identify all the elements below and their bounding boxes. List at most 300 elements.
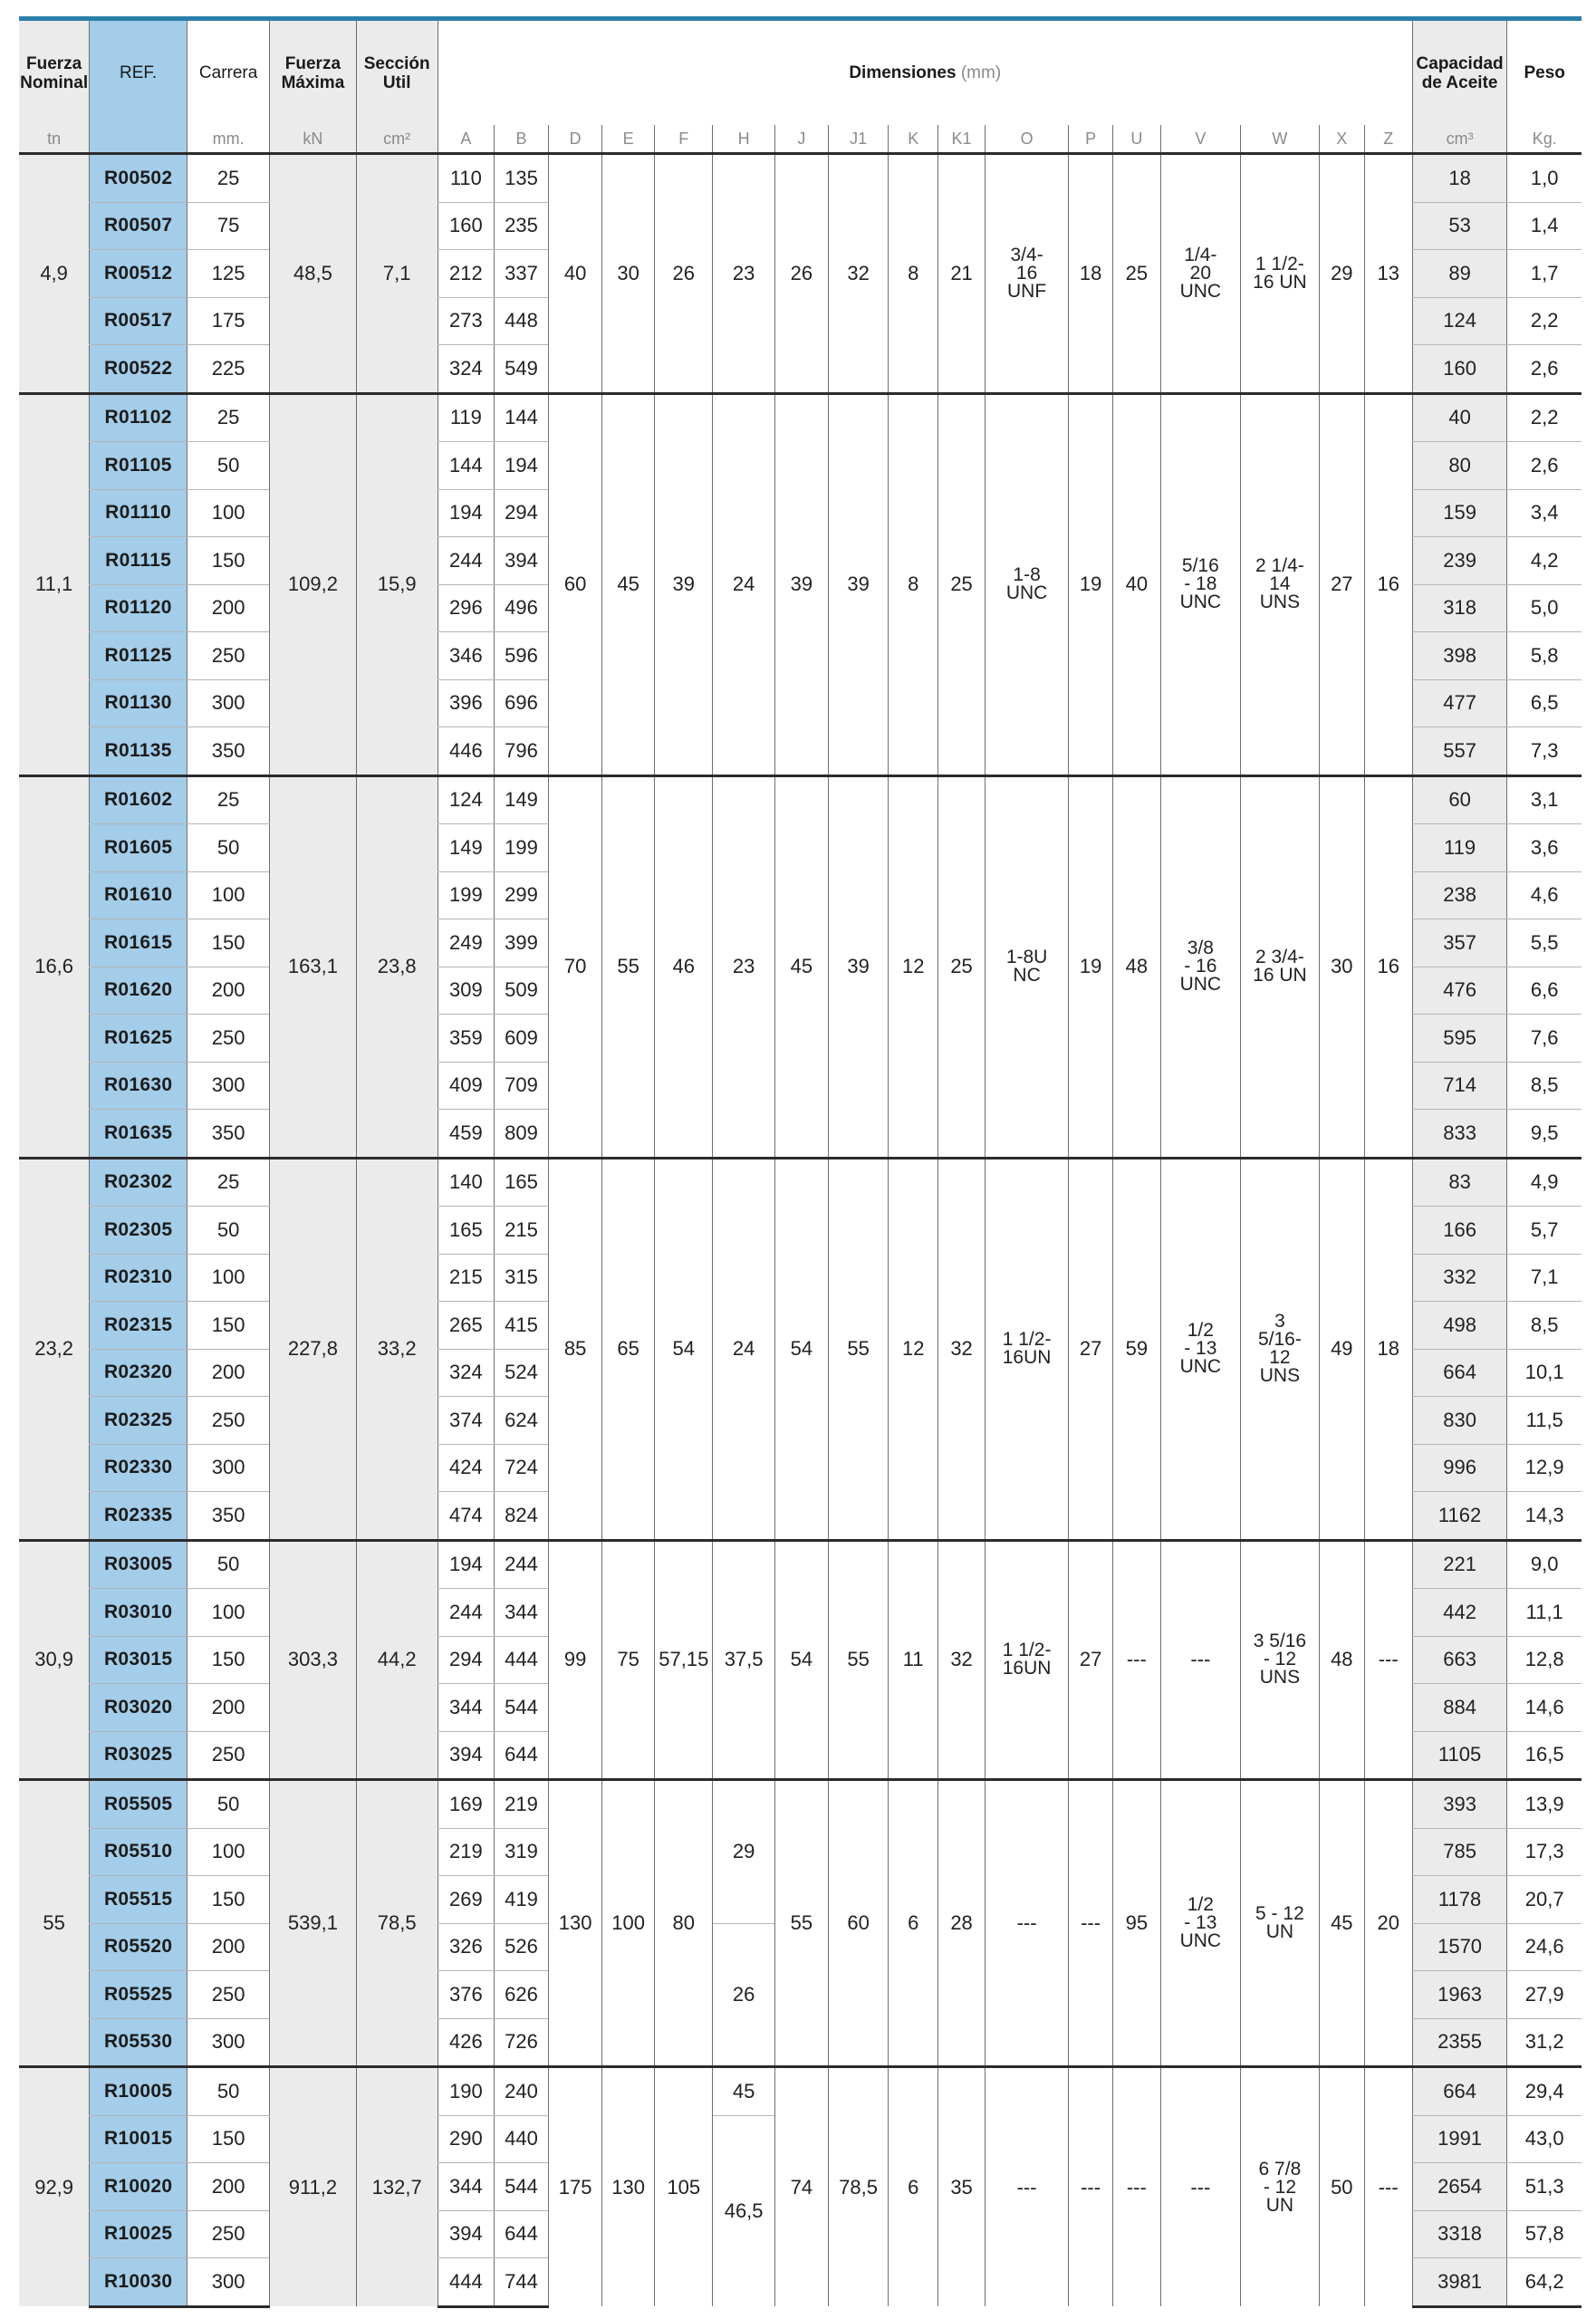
carrera-cell: 200 — [187, 1923, 270, 1971]
dim-header-z: Z — [1364, 125, 1412, 154]
ref-cell: R00502 — [90, 154, 187, 203]
dim-f-cell: 80 — [655, 1780, 713, 2067]
dim-b-cell: 609 — [494, 1015, 548, 1063]
carrera-cell: 150 — [187, 537, 270, 585]
peso-cell: 17,3 — [1507, 1828, 1582, 1876]
carrera-cell: 25 — [187, 154, 270, 203]
dim-b-cell: 496 — [494, 584, 548, 632]
dim-p-cell: 27 — [1069, 1158, 1113, 1540]
carrera-cell: 150 — [187, 2115, 270, 2163]
dim-a-cell: 190 — [437, 2067, 494, 2116]
ref-cell: R10025 — [90, 2210, 187, 2258]
dim-b-cell: 596 — [494, 632, 548, 680]
capacidad-cell: 830 — [1412, 1397, 1507, 1445]
dim-k1-cell: 21 — [938, 154, 985, 394]
dim-f-cell: 46 — [655, 775, 713, 1158]
unit-fuerza-maxima: kN — [270, 125, 356, 154]
dim-e-cell: 100 — [602, 1780, 655, 2067]
carrera-cell: 250 — [187, 1397, 270, 1445]
capacidad-cell: 124 — [1412, 297, 1507, 345]
carrera-cell: 300 — [187, 2018, 270, 2067]
dim-b-cell: 144 — [494, 393, 548, 442]
table-row — [19, 1158, 1582, 1207]
dim-j-cell: 55 — [774, 1780, 828, 2067]
ref-cell: R01115 — [90, 537, 187, 585]
dim-h-cell: 26 — [713, 1923, 774, 2067]
dim-k-cell: 6 — [889, 2067, 938, 2307]
dim-w-cell: 2 3/4- 16 UN — [1240, 775, 1319, 1158]
dim-b-cell: 319 — [494, 1828, 548, 1876]
dim-b-cell: 415 — [494, 1302, 548, 1350]
capacidad-cell: 557 — [1412, 727, 1507, 776]
unit-capacidad: cm³ — [1412, 125, 1507, 154]
ref-cell: R01620 — [90, 967, 187, 1015]
peso-cell: 9,5 — [1507, 1110, 1582, 1159]
dim-a-cell: 359 — [437, 1015, 494, 1063]
ref-cell: R03020 — [90, 1684, 187, 1732]
carrera-cell: 300 — [187, 1444, 270, 1492]
capacidad-cell: 160 — [1412, 345, 1507, 394]
peso-cell: 5,0 — [1507, 584, 1582, 632]
dim-a-cell: 374 — [437, 1397, 494, 1445]
dim-k1-cell: 25 — [938, 393, 985, 775]
dim-b-cell: 744 — [494, 2258, 548, 2307]
ref-cell: R05530 — [90, 2018, 187, 2067]
ref-cell: R05510 — [90, 1828, 187, 1876]
dim-o-cell: 1-8 UNC — [985, 393, 1068, 775]
capacidad-cell: 159 — [1412, 489, 1507, 537]
peso-cell: 7,1 — [1507, 1254, 1582, 1302]
carrera-cell: 50 — [187, 1207, 270, 1255]
dim-b-cell: 626 — [494, 1971, 548, 2019]
dim-j-cell: 54 — [774, 1158, 828, 1540]
capacidad-cell: 1991 — [1412, 2115, 1507, 2163]
carrera-cell: 150 — [187, 1876, 270, 1924]
peso-cell: 8,5 — [1507, 1062, 1582, 1110]
dim-x-cell: 29 — [1319, 154, 1364, 394]
table-row — [19, 1540, 1582, 1589]
dim-j1-cell: 39 — [828, 775, 888, 1158]
dim-w-cell: 3 5/16- 12 UNS — [1240, 1158, 1319, 1540]
dim-j1-cell: 55 — [828, 1158, 888, 1540]
peso-cell: 27,9 — [1507, 1971, 1582, 2019]
dim-j-cell: 45 — [774, 775, 828, 1158]
carrera-cell: 50 — [187, 824, 270, 872]
capacidad-cell: 1963 — [1412, 1971, 1507, 2019]
unit-peso: Kg. — [1507, 125, 1582, 154]
dim-h-cell: 29 — [713, 1780, 774, 1924]
dim-u-cell: 40 — [1112, 393, 1160, 775]
peso-cell: 2,2 — [1507, 393, 1582, 442]
carrera-cell: 300 — [187, 679, 270, 727]
dim-a-cell: 344 — [437, 1684, 494, 1732]
dim-a-cell: 324 — [437, 345, 494, 394]
dim-b-cell: 315 — [494, 1254, 548, 1302]
fuerza-nominal-cell: 23,2 — [19, 1158, 90, 1540]
carrera-cell: 350 — [187, 1492, 270, 1541]
dim-a-cell: 290 — [437, 2115, 494, 2163]
dim-header-u: U — [1112, 125, 1160, 154]
peso-cell: 20,7 — [1507, 1876, 1582, 1924]
peso-cell: 2,6 — [1507, 345, 1582, 394]
peso-cell: 16,5 — [1507, 1731, 1582, 1780]
dim-o-cell: 1 1/2- 16UN — [985, 1540, 1068, 1780]
dim-v-cell: 1/4- 20 UNC — [1160, 154, 1240, 394]
fuerza-nominal-cell: 11,1 — [19, 393, 90, 775]
capacidad-cell: 239 — [1412, 537, 1507, 585]
ref-cell: R01120 — [90, 584, 187, 632]
dim-a-cell: 309 — [437, 967, 494, 1015]
dim-b-cell: 219 — [494, 1780, 548, 1829]
capacidad-cell: 318 — [1412, 584, 1507, 632]
capacidad-cell: 663 — [1412, 1636, 1507, 1684]
dim-a-cell: 326 — [437, 1923, 494, 1971]
dim-header-k1: K1 — [938, 125, 985, 154]
capacidad-cell: 18 — [1412, 154, 1507, 203]
dim-b-cell: 337 — [494, 250, 548, 298]
capacidad-cell: 442 — [1412, 1589, 1507, 1637]
peso-cell: 12,9 — [1507, 1444, 1582, 1492]
ref-cell: R03015 — [90, 1636, 187, 1684]
ref-cell: R00522 — [90, 345, 187, 394]
unit-seccion-util: cm² — [356, 125, 437, 154]
carrera-cell: 125 — [187, 250, 270, 298]
ref-cell: R10030 — [90, 2258, 187, 2307]
table-row — [19, 775, 1582, 824]
dim-u-cell: 59 — [1112, 1158, 1160, 1540]
capacidad-cell: 60 — [1412, 775, 1507, 824]
dim-j-cell: 74 — [774, 2067, 828, 2307]
peso-cell: 29,4 — [1507, 2067, 1582, 2116]
dim-b-cell: 726 — [494, 2018, 548, 2067]
dim-u-cell: 95 — [1112, 1780, 1160, 2067]
dim-a-cell: 215 — [437, 1254, 494, 1302]
dim-e-cell: 45 — [602, 393, 655, 775]
ref-cell: R01105 — [90, 442, 187, 490]
capacidad-cell: 664 — [1412, 1349, 1507, 1397]
dim-a-cell: 140 — [437, 1158, 494, 1207]
units-row — [19, 125, 1582, 154]
capacidad-cell: 1162 — [1412, 1492, 1507, 1541]
table-row — [19, 1780, 1582, 1829]
unit-ref — [90, 125, 187, 154]
dim-x-cell: 48 — [1319, 1540, 1364, 1780]
dim-k-cell: 11 — [889, 1540, 938, 1780]
carrera-cell: 250 — [187, 2210, 270, 2258]
ref-cell: R03025 — [90, 1731, 187, 1780]
ref-cell: R01110 — [90, 489, 187, 537]
dim-header-x: X — [1319, 125, 1364, 154]
fuerza-maxima-cell: 109,2 — [270, 393, 356, 775]
dim-e-cell: 130 — [602, 2067, 655, 2307]
header-seccion-util: Sección Util — [356, 21, 437, 125]
carrera-cell: 200 — [187, 1349, 270, 1397]
dim-a-cell: 446 — [437, 727, 494, 776]
fuerza-nominal-cell: 16,6 — [19, 775, 90, 1158]
dim-a-cell: 160 — [437, 202, 494, 250]
unit-fuerza-nominal: tn — [19, 125, 90, 154]
fuerza-nominal-cell: 4,9 — [19, 154, 90, 394]
dim-b-cell: 299 — [494, 871, 548, 919]
dim-b-cell: 509 — [494, 967, 548, 1015]
capacidad-cell: 785 — [1412, 1828, 1507, 1876]
dim-v-cell: 5/16 - 18 UNC — [1160, 393, 1240, 775]
dim-p-cell: 19 — [1069, 775, 1113, 1158]
peso-cell: 14,6 — [1507, 1684, 1582, 1732]
dim-b-cell: 215 — [494, 1207, 548, 1255]
dim-b-cell: 419 — [494, 1876, 548, 1924]
carrera-cell: 350 — [187, 727, 270, 776]
dim-a-cell: 194 — [437, 1540, 494, 1589]
dim-j1-cell: 55 — [828, 1540, 888, 1780]
dim-a-cell: 409 — [437, 1062, 494, 1110]
ref-cell: R01102 — [90, 393, 187, 442]
dim-a-cell: 265 — [437, 1302, 494, 1350]
dim-header-k: K — [889, 125, 938, 154]
dim-header-f: F — [655, 125, 713, 154]
dim-v-cell: 1/2 - 13 UNC — [1160, 1158, 1240, 1540]
dim-header-d: D — [549, 125, 602, 154]
dim-a-cell: 119 — [437, 393, 494, 442]
dim-b-cell: 549 — [494, 345, 548, 394]
header-fuerza-maxima: Fuerza Máxima — [270, 21, 356, 125]
dim-a-cell: 296 — [437, 584, 494, 632]
dim-x-cell: 49 — [1319, 1158, 1364, 1540]
peso-cell: 3,6 — [1507, 824, 1582, 872]
ref-cell: R00517 — [90, 297, 187, 345]
carrera-cell: 50 — [187, 1780, 270, 1829]
peso-cell: 3,1 — [1507, 775, 1582, 824]
dim-h-cell: 37,5 — [713, 1540, 774, 1780]
ref-cell: R10015 — [90, 2115, 187, 2163]
dim-b-cell: 399 — [494, 919, 548, 967]
header-dimensiones — [437, 21, 1412, 125]
dim-j-cell: 54 — [774, 1540, 828, 1780]
capacidad-cell: 476 — [1412, 967, 1507, 1015]
dim-a-cell: 344 — [437, 2163, 494, 2211]
dim-k-cell: 12 — [889, 1158, 938, 1540]
fuerza-maxima-cell: 539,1 — [270, 1780, 356, 2067]
dim-w-cell: 1 1/2- 16 UN — [1240, 154, 1319, 394]
capacidad-cell: 89 — [1412, 250, 1507, 298]
carrera-cell: 100 — [187, 871, 270, 919]
capacidad-cell: 833 — [1412, 1110, 1507, 1159]
dim-a-cell: 426 — [437, 2018, 494, 2067]
dim-k1-cell: 28 — [938, 1780, 985, 2067]
carrera-cell: 50 — [187, 2067, 270, 2116]
dim-b-cell: 165 — [494, 1158, 548, 1207]
carrera-cell: 150 — [187, 1302, 270, 1350]
ref-cell: R05520 — [90, 1923, 187, 1971]
dim-k1-cell: 25 — [938, 775, 985, 1158]
carrera-cell: 250 — [187, 632, 270, 680]
dim-b-cell: 796 — [494, 727, 548, 776]
ref-cell: R01635 — [90, 1110, 187, 1159]
table-row — [19, 154, 1582, 203]
dim-z-cell: --- — [1364, 1540, 1412, 1780]
dim-h-cell: 23 — [713, 775, 774, 1158]
dim-z-cell: 20 — [1364, 1780, 1412, 2067]
dim-header-p: P — [1069, 125, 1113, 154]
dim-a-cell: 269 — [437, 1876, 494, 1924]
dim-b-cell: 809 — [494, 1110, 548, 1159]
dim-b-cell: 544 — [494, 2163, 548, 2211]
dim-f-cell: 105 — [655, 2067, 713, 2307]
peso-cell: 1,7 — [1507, 250, 1582, 298]
ref-cell: R02320 — [90, 1349, 187, 1397]
capacidad-cell: 166 — [1412, 1207, 1507, 1255]
capacidad-cell: 996 — [1412, 1444, 1507, 1492]
ref-cell: R00507 — [90, 202, 187, 250]
ref-cell: R01615 — [90, 919, 187, 967]
capacidad-cell: 53 — [1412, 202, 1507, 250]
ref-cell: R01125 — [90, 632, 187, 680]
dim-a-cell: 294 — [437, 1636, 494, 1684]
dim-a-cell: 149 — [437, 824, 494, 872]
carrera-cell: 250 — [187, 1015, 270, 1063]
dim-p-cell: 27 — [1069, 1540, 1113, 1780]
dim-o-cell: --- — [985, 1780, 1068, 2067]
carrera-cell: 150 — [187, 919, 270, 967]
unit-carrera: mm. — [187, 125, 270, 154]
dim-f-cell: 39 — [655, 393, 713, 775]
ref-cell: R10005 — [90, 2067, 187, 2116]
dim-a-cell: 219 — [437, 1828, 494, 1876]
fuerza-maxima-cell: 227,8 — [270, 1158, 356, 1540]
ref-cell: R02302 — [90, 1158, 187, 1207]
dim-h-cell: 46,5 — [713, 2115, 774, 2306]
dim-b-cell: 444 — [494, 1636, 548, 1684]
dim-x-cell: 27 — [1319, 393, 1364, 775]
dim-header-j1: J1 — [828, 125, 888, 154]
capacidad-cell: 332 — [1412, 1254, 1507, 1302]
header-capacidad: Capacidad de Aceite — [1412, 21, 1507, 125]
carrera-cell: 50 — [187, 1540, 270, 1589]
dim-b-cell: 394 — [494, 537, 548, 585]
dim-u-cell: 48 — [1112, 775, 1160, 1158]
capacidad-cell: 3318 — [1412, 2210, 1507, 2258]
peso-cell: 9,0 — [1507, 1540, 1582, 1589]
dim-a-cell: 394 — [437, 2210, 494, 2258]
fuerza-maxima-cell: 163,1 — [270, 775, 356, 1158]
peso-cell: 43,0 — [1507, 2115, 1582, 2163]
capacidad-cell: 2654 — [1412, 2163, 1507, 2211]
dim-v-cell: 1/2 - 13 UNC — [1160, 1780, 1240, 2067]
capacidad-cell: 238 — [1412, 871, 1507, 919]
ref-cell: R05505 — [90, 1780, 187, 1829]
dim-e-cell: 30 — [602, 154, 655, 394]
ref-cell: R10020 — [90, 2163, 187, 2211]
dim-v-cell: --- — [1160, 1540, 1240, 1780]
dim-u-cell: --- — [1112, 1540, 1160, 1780]
peso-cell: 4,6 — [1507, 871, 1582, 919]
dim-a-cell: 169 — [437, 1780, 494, 1829]
peso-cell: 64,2 — [1507, 2258, 1582, 2307]
ref-cell: R00512 — [90, 250, 187, 298]
dim-d-cell: 85 — [549, 1158, 602, 1540]
carrera-cell: 25 — [187, 775, 270, 824]
dim-o-cell: 1-8U NC — [985, 775, 1068, 1158]
dim-h-cell: 23 — [713, 154, 774, 394]
dim-d-cell: 130 — [549, 1780, 602, 2067]
dim-w-cell: 6 7/8 - 12 UN — [1240, 2067, 1319, 2307]
capacidad-cell: 714 — [1412, 1062, 1507, 1110]
fuerza-maxima-cell: 303,3 — [270, 1540, 356, 1780]
ref-cell: R01135 — [90, 727, 187, 776]
carrera-cell: 25 — [187, 1158, 270, 1207]
carrera-cell: 100 — [187, 1254, 270, 1302]
dim-o-cell: 3/4- 16 UNF — [985, 154, 1068, 394]
capacidad-cell: 477 — [1412, 679, 1507, 727]
capacidad-cell: 1105 — [1412, 1731, 1507, 1780]
dim-d-cell: 40 — [549, 154, 602, 394]
dim-w-cell: 2 1/4- 14 UNS — [1240, 393, 1319, 775]
dim-b-cell: 526 — [494, 1923, 548, 1971]
dim-p-cell: --- — [1069, 1780, 1113, 2067]
seccion-util-cell: 33,2 — [356, 1158, 437, 1540]
carrera-cell: 200 — [187, 1684, 270, 1732]
carrera-cell: 250 — [187, 1731, 270, 1780]
peso-cell: 57,8 — [1507, 2210, 1582, 2258]
dim-a-cell: 110 — [437, 154, 494, 203]
capacidad-cell: 498 — [1412, 1302, 1507, 1350]
peso-cell: 24,6 — [1507, 1923, 1582, 1971]
carrera-cell: 200 — [187, 584, 270, 632]
carrera-cell: 100 — [187, 489, 270, 537]
capacidad-cell: 393 — [1412, 1780, 1507, 1829]
dim-z-cell: --- — [1364, 2067, 1412, 2307]
peso-cell: 11,5 — [1507, 1397, 1582, 1445]
ref-cell: R02310 — [90, 1254, 187, 1302]
dim-header-o: O — [985, 125, 1068, 154]
dim-j1-cell: 39 — [828, 393, 888, 775]
capacidad-cell: 884 — [1412, 1684, 1507, 1732]
dim-b-cell: 696 — [494, 679, 548, 727]
dim-a-cell: 444 — [437, 2258, 494, 2307]
carrera-cell: 175 — [187, 297, 270, 345]
dim-b-cell: 724 — [494, 1444, 548, 1492]
dim-u-cell: --- — [1112, 2067, 1160, 2307]
dim-k-cell: 12 — [889, 775, 938, 1158]
dim-k1-cell: 32 — [938, 1540, 985, 1780]
peso-cell: 6,6 — [1507, 967, 1582, 1015]
dim-a-cell: 244 — [437, 537, 494, 585]
dim-a-cell: 459 — [437, 1110, 494, 1159]
dim-w-cell: 3 5/16 - 12 UNS — [1240, 1540, 1319, 1780]
dim-b-cell: 199 — [494, 824, 548, 872]
peso-cell: 31,2 — [1507, 2018, 1582, 2067]
dim-d-cell: 99 — [549, 1540, 602, 1780]
dim-b-cell: 440 — [494, 2115, 548, 2163]
capacidad-cell: 83 — [1412, 1158, 1507, 1207]
dim-b-cell: 244 — [494, 1540, 548, 1589]
dim-f-cell: 54 — [655, 1158, 713, 1540]
dim-z-cell: 13 — [1364, 154, 1412, 394]
dim-x-cell: 50 — [1319, 2067, 1364, 2307]
dim-a-cell: 273 — [437, 297, 494, 345]
ref-cell: R02305 — [90, 1207, 187, 1255]
dim-e-cell: 65 — [602, 1158, 655, 1540]
peso-cell: 1,4 — [1507, 202, 1582, 250]
dim-a-cell: 144 — [437, 442, 494, 490]
header-fuerza-nominal: Fuerza Nominal — [19, 21, 90, 125]
dim-x-cell: 30 — [1319, 775, 1364, 1158]
dim-o-cell: 1 1/2- 16UN — [985, 1158, 1068, 1540]
carrera-cell: 100 — [187, 1589, 270, 1637]
dim-v-cell: 3/8 - 16 UNC — [1160, 775, 1240, 1158]
dim-a-cell: 249 — [437, 919, 494, 967]
dim-a-cell: 244 — [437, 1589, 494, 1637]
